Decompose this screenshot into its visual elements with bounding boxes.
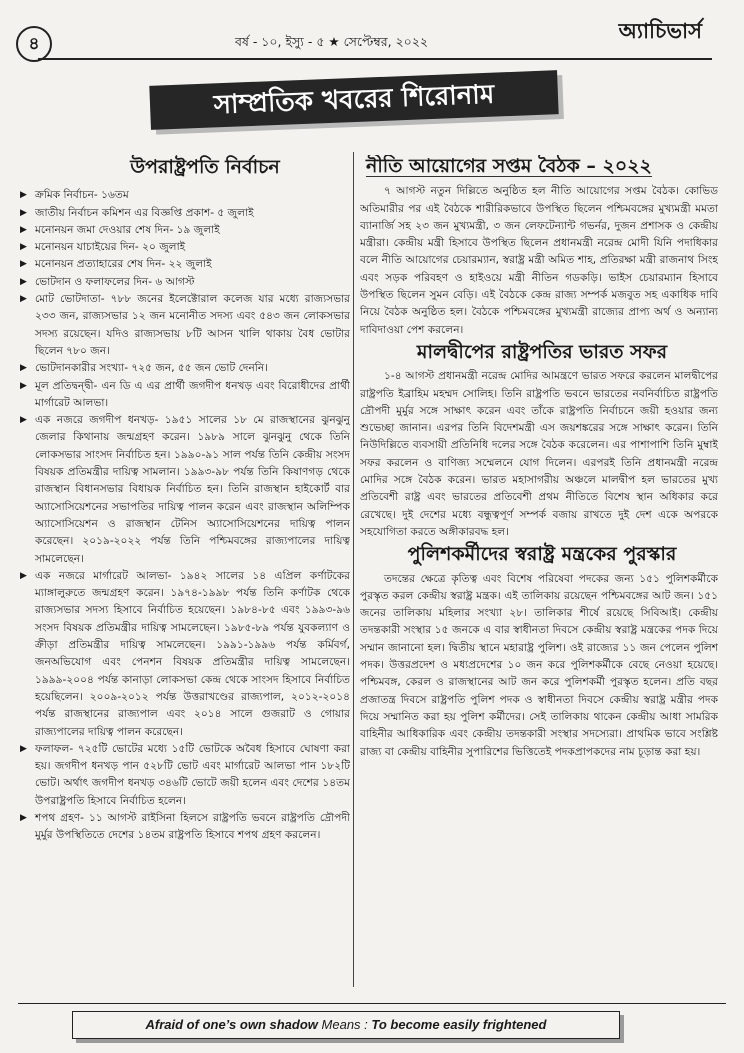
footer-rule (18, 1003, 726, 1004)
bullet-icon: ▶ (20, 363, 27, 374)
list-item: ▶ মূল প্রতিদ্বন্দ্বী- এন ডি এ এর প্রার্থী জগদীপ ধনখড় এবং বিরোধীদের প্রার্থী মার্গারেট আলভা। (20, 379, 350, 409)
list-item: ▶ এক নজরে মার্গারেট আলভা- ১৯৪২ সালের ১৪ এপ্রিল কর্ণাটকের ম্যাঙ্গালুরুতে জন্মগ্রহণ করেন। ১৯৭৪-১৯৯৮ পর্যন্ত তিনি কর্ণাটক থেকে রাজ্যসভার সদস্য হিসাবে নির্বাচিত হয়েছেন। ১৯৮৪-৮৫ এবং ১৯৯৩-৯৬ সংসদ বিষয়ক প্রতিমন্ত্রীর দায়িত্ব সামলেছেন। ১৯৮৫-৮৯ পর্যন্ত যুবকল্যাণ ও ক্রীড়া প্রতিমন্ত্রীর দায়িত্ব সামলেছেন। ১৯৯১-১৯৯৬ পর্যন্ত কর্মিবর্গ, জনঅভিযোগ এবং পেনশন বিষয়ক প্রতিমন্ত্রীর দায়িত্ব সামলেছেন। ১৯৯৯-২০০৪ পর্যন্ত কানাড়া লোকসভা কেন্দ্র থেকে সাংসদ হিসাবে নির্বাচিত হয়েছিলেন। ২০০৯-২০১২ পর্যন্ত উত্তরাখণ্ডের রাজ্যপাল, ২০১২-২০১৪ পর্যন্ত রাজস্থানের রাজ্যপাল এবং ২০১৪ সালে গুজরাট ও গোয়ার রাজ্যপালের দায়িত্ব পালন করেছেন। (20, 569, 350, 738)
idiom-box (72, 1011, 620, 1039)
bullet-icon: ▶ (20, 276, 27, 287)
bullet-icon: ▶ (20, 570, 27, 581)
bullet-icon: ▶ (20, 259, 27, 270)
list-item: ▶ মনোনয়ন যাচাইয়ের দিন- ২০ জুলাই (20, 239, 350, 256)
police-award-section (360, 543, 718, 761)
bullet-icon: ▶ (20, 380, 27, 391)
section-title: পুলিশকর্মীদের স্বরাষ্ট্র মন্ত্রকের পুরস্কার (407, 543, 677, 566)
bullet-icon: ▶ (20, 415, 27, 426)
bullet-icon: ▶ (20, 242, 27, 253)
list-item: ▶ মনোনয়ন প্রত্যাহারের শেষ দিন- ২২ জুলাই (20, 256, 350, 273)
page-number: ৪ (16, 26, 52, 62)
vp-election-list (20, 187, 350, 844)
section-body: ১-৪ আগস্ট প্রধানমন্ত্রী নরেন্দ্র মোদির আমন্ত্রণে ভারত সফরে করলেন মালদ্বীপের রাষ্ট্রপতি ইব্রাহিম মহম্মদ সোলিহ। তিনি রাষ্ট্রপতি ভবনে ভারতের নবনির্বাচিত রাষ্ট্রপতি দ্রৌপদী মুর্মুর সঙ্গে সাক্ষাৎ করেন এবং তাঁকে রাষ্ট্রপতি নির্বাচনে জয়ী হওয়ার জন্য শুভেচ্ছা জানান। এরপর তিনি বিদেশমন্ত্রী এস জয়শঙ্করের সঙ্গে সাক্ষাৎ করেন। তিনি নিউদিল্লিতে ব্যবসায়ী প্রতিনিধি দলের সঙ্গে বৈঠক করেলেন। এর পাশাপাশি তিনি মুম্বাই সফর করলেন ও বাণিজ্য সম্মেলনে যোগ দিলেন। এরপরই তিনি প্রধানমন্ত্রী নরেন্দ্র মোদির সঙ্গে বৈঠক করেন। ভারত মহাসাগরীয় অঞ্চলে মালদ্বীপ হল ভারতের মুখ্য প্রতিবেশী রাষ্ট্র এবং ভারতের প্রতিবেশী প্রথম নীতিতে বিশেষ স্থান অধিকার করে রেখেছে। দুই দেশের মধ্যে বন্ধুত্বপূর্ণ সম্পর্ক বজায় রাখতে দুই দেশ একে অপরকে সহযোগিতা করতে অঙ্গীকারবদ্ধ হল। (360, 370, 718, 538)
list-item: ▶ জাতীয় নির্বাচন কমিশন এর বিজ্ঞপ্তি প্রকাশ- ৫ জুলাই (20, 205, 350, 222)
issue-line: বর্ষ - ১০, ইস্যু - ৫ ★ সেপ্টেম্বর, ২০২২ (235, 34, 429, 49)
column-divider (353, 152, 354, 987)
bullet-icon: ▶ (20, 294, 27, 305)
left-column (20, 155, 350, 985)
list-item: ▶ মনোনয়ন জমা দেওয়ার শেষ দিন- ১৯ জুলাই (20, 222, 350, 239)
bullet-icon: ▶ (20, 743, 27, 754)
banner-headline: সাম্প্রতিক খবরের শিরোনাম (149, 70, 558, 130)
bullet-icon: ▶ (20, 224, 27, 235)
vp-election-title: উপরাষ্ট্রপতি নির্বাচন (130, 156, 280, 178)
brand-logo: অ্যাচিভার্স (618, 18, 702, 43)
list-item: ▶ এক নজরে জগদীপ ধনখড়- ১৯৫১ সালের ১৮ মে রাজস্থানের ঝুনঝুনু জেলার কিথানায় জন্মগ্রহণ করেন। ১৯৮৯ সালে ঝুনঝুনু থেকে তিনি লোকসভার সাংসদ নির্বাচিত হন। ১৯৯০-৯১ সাল পর্যন্ত তিনি কেন্দ্রীয় সংসদ বিষয়ক প্রতিমন্ত্রীর দায়িত্ব সামলান। ১৯৯৩-৯৮ পর্যন্ত তিনি কিষাণগড় থেকে রাজস্থান বিধানসভার বিধায়ক নির্বাচিত হন। তিনি রাজস্থান হাইকোর্ট বার অ্যাসোসিয়েশনের সভাপতির দায়িত্ব পালন করেন এবং রাজস্থান অলিম্পিক অ্যাসোসিয়েশন ও রাজস্থান টেনিস অ্যাসোসিয়েশনের দায়িত্ব পালন করেছেন। ২০১৯-২০২২ পর্যন্ত তিনি পশ্চিমবঙ্গের রাজ্যপালের দায়িত্ব সামলেছেন। (20, 414, 350, 565)
idiom-meaning: To become easily frightened (371, 1017, 547, 1032)
header-rule (38, 58, 712, 60)
bullet-icon: ▶ (20, 812, 27, 823)
bullet-icon: ▶ (20, 207, 27, 218)
idiom-means-label: Means : (321, 1017, 368, 1032)
list-item: ▶ ক্রমিক নির্বাচন- ১৬তম (20, 187, 350, 204)
right-column (360, 155, 718, 985)
list-item: ▶ ভোটদান ও ফলাফলের দিন- ৬ আগস্ট (20, 274, 350, 291)
section-body: ৭ আগস্ট নতুন দিল্লিতে অনুষ্ঠিত হল নীতি আয়োগের সপ্তম বৈঠক। কোভিড অতিমারীর পর এই বৈঠকে শারীরিকভাবে উপস্থিত ছিলেন পশ্চিমবঙ্গের মুখ্যমন্ত্রী মমতা ব্যানার্জি সহ ২৩ জন মুখ্যমন্ত্রী, ৩ জন লেফটেন্যান্ট গভর্নর, দুজন প্রশাসক ও কেন্দ্রীয় মন্ত্রীরা। কেন্দ্রীয় মন্ত্রী হিসাবে উপস্থিত ছিলেন প্রধানমন্ত্রী নরেন্দ্র মোদী যিনি পদাধিকার বলে নীতি আয়োগের চেয়ারম্যান, স্বরাষ্ট্র মন্ত্রী অমিত শাহ, প্রতিরক্ষা মন্ত্রী রাজনাথ সিংহ এবং সড়ক পরিবহণ ও হাইওয়ে মন্ত্রী নীতিন গডকড়ি। ভাইস চেয়ারম্যান হিসাবে উপস্থিত ছিলেন সুমন বেড়ি। এই বৈঠকে কেন্দ্র রাজ্য সম্পর্ক মজবুত সহ একাধিক দাবি নিয়ে বৈঠক অনুষ্ঠিত হল। বৈঠকে পশ্চিমবঙ্গের মুখ্যমন্ত্রী রাজ্যের প্রাপ্য অর্থ ও অন্যান্য দাবিদাওয়া পেশ করলেন। (360, 185, 718, 336)
maldives-section (360, 340, 718, 541)
idiom-phrase: Afraid of one’s own shadow (145, 1017, 318, 1032)
section-body: তদন্তের ক্ষেত্রে কৃতিত্ব এবং বিশেষ পরিষেবা পদকের জন্য ১৫১ পুলিশকর্মীকে পুরস্কৃত করল কেন্দ্রীয় স্বরাষ্ট্র মন্ত্রক। এই তালিকায় রয়েছেন পশ্চিমবঙ্গের আট জন। ১৫১ জনের তালিকায় মহিলার সংখ্যা ২৮। তালিকার শীর্ষে রয়েছে সিবিআই। কেন্দ্রীয় তদন্তকারী সংস্থার ১৫ জনকে এ বার স্বাধীনতা দিবসে কেন্দ্রীয় স্বরাষ্ট্র মন্ত্রকের পদক দিয়ে সম্মান জানানো হল। দ্বিতীয় স্থানে মহারাষ্ট্র পুলিশ। ওই রাজ্যের ১১ জন পেলেন পুলিশ পদক। উত্তরপ্রদেশ ও মধ্যপ্রদেশের ১০ জন করে পুলিশকর্মীকে বেছে নেওয়া হয়েছে। পশ্চিমবঙ্গ, কেরল ও রাজস্থানের আট জন করে পুলিশকর্মী পুরস্কৃত হলেন। প্রতি বছর প্রজাতন্ত্র দিবসে রাষ্ট্রপতি পুলিশ পদক ও স্বাধীনতা দিবসে কেন্দ্রীয় স্বরাষ্ট্র মন্ত্রীর পদক দিয়ে সম্মানিত করা হয় পুলিশ কর্মীদের। সেই তালিকায় থাকেন কেন্দ্রীয় আধা সামরিক বাহিনীর আধিকারিক এবং কেন্দ্রীয় তদন্তকারী সংস্থার সদস্যেরা। প্রাথমিক ভাবে সংশ্লিষ্ট রাজ্য বা কেন্দ্রীয় বাহিনীর সুপারিশের ভিত্তিতেই পদকপ্রাপকদের নাম চূড়ান্ত করা হয়। (360, 572, 718, 758)
list-item: ▶ ফলাফল- ৭২৫টি ভোটের মধ্যে ১৫টি ভোটকে অবৈধ হিসাবে ঘোষণা করা হয়। জগদীপ ধনখড় পান ৫২৮টি ভোট এবং মার্গারেট আলভা পান ১৮২টি ভোট। অর্থাৎ জগদীপ ধনখড় ৩৪৬টি ভোটে জয়ী হলেন এবং দেশের ১৪তম উপরাষ্ট্রপতি হিসাবে নির্বাচিত হলেন। (20, 742, 350, 807)
section-title: নীতি আয়োগের সপ্তম বৈঠক – ২০২২ (366, 155, 652, 177)
section-title: মালদ্বীপের রাষ্ট্রপতির ভারত সফর (416, 340, 668, 363)
bullet-icon: ▶ (20, 190, 27, 201)
list-item: ▶ শপথ গ্রহণ- ১১ আগস্ট রাইসিনা হিলসে রাষ্ট্রপতি ভবনে রাষ্ট্রপতি দ্রৌপদী মুর্মুর উপস্থিতিতে দেশের ১৪তম রাষ্ট্রপতি হিসাবে শপথ গ্রহণ করলেন। (20, 811, 350, 842)
list-item: ▶ ভোটদানকারীর সংখ্যা- ৭২৫ জন, ৫৫ জন ভোট দেননি। (20, 360, 350, 377)
niti-aayog-section (360, 155, 718, 339)
list-item: ▶ মোট ভোটদাতা- ৭৮৮ জনের ইলেক্টোরাল কলেজ যার মধ্যে রাজ্যসভার ২৩৩ জন, রাজ্যসভার ১২ জন মনোনীত সদস্য এবং ৫৪৩ জন লোকসভার সদস্য রয়েছেন। যদিও রাজ্যসভায় ৮টি আসন খালি থাকায় বৈধ ভোটার ছিলেন ৭৮০ জন। (20, 293, 350, 357)
